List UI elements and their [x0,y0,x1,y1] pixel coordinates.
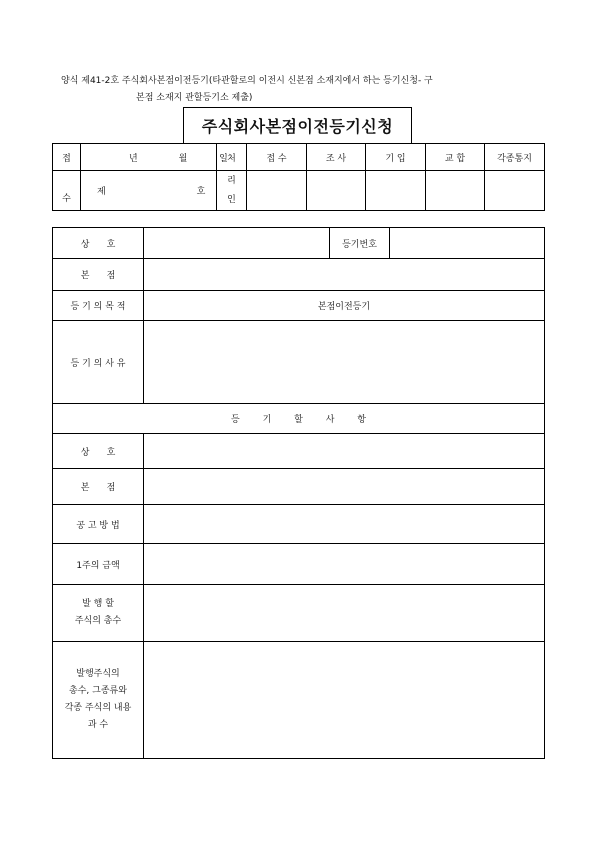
issuable-shares-field[interactable] [144,585,545,642]
day-label: 일 [219,153,228,164]
jeopsu-stamp-cell[interactable] [247,171,307,211]
number-cell[interactable] [81,171,217,211]
purpose-label: 등 기 의 목 적 [53,291,144,321]
notices-stamp-cell[interactable] [485,171,545,211]
purpose-value: 본점이전등기 [144,291,545,321]
form-number-line2: 본점 소재지 관할등기소 제출) [136,93,253,103]
josa-stamp-cell[interactable] [307,171,366,211]
reason-field[interactable] [144,321,545,404]
reason-label: 등 기 의 사 유 [53,321,144,404]
bonjeom2-label: 본 점 [53,469,144,505]
sangho2-field[interactable] [144,434,545,469]
col-gyohap: 교 합 [426,144,485,171]
sangho-label: 상 호 [53,228,144,259]
ri-label: 리 [227,175,236,186]
issuable-shares-label [53,585,144,642]
bonjeom-field[interactable] [144,259,545,291]
notice-method-label: 공 고 방 법 [53,505,144,544]
issued-shares-label [53,642,144,759]
reception-table [52,143,545,211]
ri-in-label [217,171,247,211]
ho-label: 호 [196,187,206,197]
jeop-label: 접 [53,144,81,171]
application-table [52,227,545,759]
date-cell[interactable] [81,144,228,171]
in-label: 인 [227,194,236,205]
issued-line1: 발행주식의 [76,669,120,679]
giip-stamp-cell[interactable] [366,171,426,211]
month-label: 월 [178,153,188,164]
col-giip: 기 입 [366,144,426,171]
reg-no-field[interactable] [390,228,545,259]
form-title: 주식회사본점이전등기신청 [183,107,412,143]
sangho-field[interactable] [144,228,330,259]
issuable-line1: 발 행 할 [82,599,114,609]
section-header: 등 기 할 사 항 [53,404,545,434]
su-label: 수 [53,171,81,211]
col-jeopsu: 접 수 [247,144,307,171]
amount-per-share-field[interactable] [144,544,545,585]
cheori-label: 처 [217,144,247,171]
bonjeom2-field[interactable] [144,469,545,505]
issued-line3: 각종 주식의 내용 [64,703,132,713]
issued-line2: 총수, 그종류와 [69,686,127,696]
issued-line4: 과 수 [87,720,109,730]
amount-per-share-label: 1주의 금액 [53,544,144,585]
sangho2-label: 상 호 [53,434,144,469]
je-label: 제 [97,187,106,197]
col-notices: 각종통지 [485,144,545,171]
notice-method-field[interactable] [144,505,545,544]
issuable-line2: 주식의 총수 [74,616,122,626]
bonjeom-label: 본 점 [53,259,144,291]
reg-no-label: 등기번호 [330,228,390,259]
col-josa: 조 사 [307,144,366,171]
year-label: 년 [129,153,138,164]
issued-shares-field[interactable] [144,642,545,759]
gyohap-stamp-cell[interactable] [426,171,485,211]
form-number-line1: 양식 제41-2호 주식회사본점이전등기(타관할로의 이전시 신본점 소재지에서 하는 등기신청- 구 [61,76,433,86]
